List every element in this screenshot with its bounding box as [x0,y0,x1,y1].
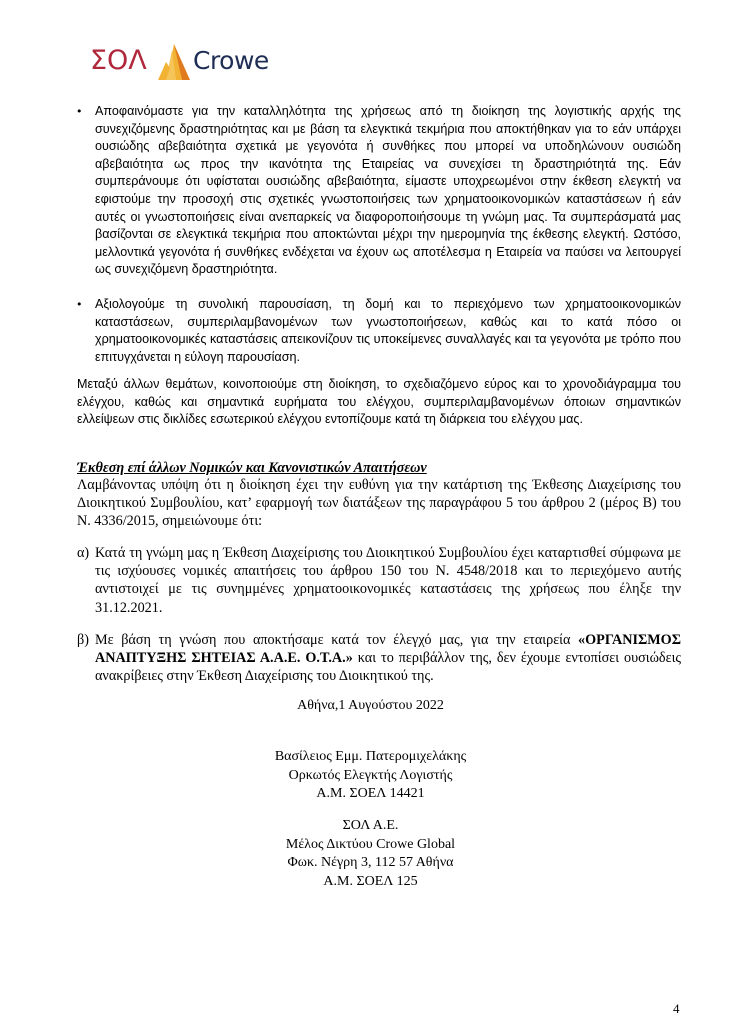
list-item-text-end: και το περιβάλλον της, δεν έχουμε εντοπίσει ουσιώδεις ανακρίβειες στην Έκθεση Διαχείρισης του Διοικητικού της. [95,650,681,685]
firm-registry: Α.Μ. ΣΟΕΛ 125 [323,873,418,889]
bullet-icon: • [76,298,83,311]
list-item-text-start: Με βάση τη γνώση που αποκτήσαμε κατά τον έλεγχό μας, για την εταιρεία [95,632,579,648]
signer-registry: Α.Μ. ΣΟΕΛ 14421 [316,786,425,802]
logo-sol-text: ΣΟΛ [90,45,147,76]
firm-address: Φωκ. Νέγρη 3, 112 57 Αθήνα [287,855,454,871]
signer-block [0,748,741,804]
bullet-paragraph: Αξιολογούμε τη συνολική παρουσίαση, τη δομή και το περιεχόμενο των χρηματοοικονομικών καταστάσεων, συμπεριλαμβανομένων των γνωστοποιήσεων, καθώς και το κατά πόσο οι χρηματοοικονομικές καταστάσεις απεικονίζουν τις υποκείμενες συναλλαγές και τα γεγονότα με τρόπο που επιτυγχάνεται η εύλογη παρουσίαση. [95,297,681,364]
page-number: 4 [673,1001,680,1016]
section-heading: Έκθεση επί άλλων Νομικών και Κανονιστικών Απαιτήσεων [77,460,427,476]
list-item-label: β) [77,632,89,648]
report-date: Αθήνα,1 Αυγούστου 2022 [297,698,444,713]
signer-title: Ορκωτός Ελεγκτής Λογιστής [288,767,453,783]
communication-paragraph: Μεταξύ άλλων θεμάτων, κοινοποιούμε στη διοίκηση, το σχεδιαζόμενο εύρος και το χρονοδιάγραμμα του ελέγχου, καθώς και σημαντικά ευρήματα του ελέγχου, συμπεριλαμβανομένων όποιων σημαντικών ελλείψεων στις δικλίδες εσωτερικού ελέγχου εντοπίζουμε κατά τη διάρκεια του ελέγχου μας. [77,377,681,427]
list-item-text [95,631,681,686]
list-item-text: Κατά τη γνώμη μας η Έκθεση Διαχείρισης του Διοικητικού Συμβουλίου έχει καταρτισθεί σύμφωνα με τις ισχύουσες νομικές απαιτήσεις του άρθρου 150 του Ν. 4548/2018 και το περιεχόμενο αυτής αντιστοιχεί με τις συνημμένες χρηματοοικονομικές καταστάσεις της χρήσεως που έληξε την 31.12.2021. [95,545,681,616]
list-item-label: α) [77,545,90,561]
firm-network: Μέλος Δικτύου Crowe Global [285,836,456,852]
logo-crowe-text: Crowe [193,46,269,75]
company-logo [90,42,280,84]
signer-name: Βασίλειος Εμμ. Πατερομιχελάκης [274,749,467,764]
company-name: «ΟΡΓΑΝΙΣΜΟΣ ΑΝΑΠΤΥΞΗΣ ΣΗΤΕΙΑΣ Α.Α.Ε. Ο.Τ.Α.» [95,632,681,667]
firm-block [0,817,741,891]
crowe-mark-icon [156,42,192,82]
firm-name: ΣΟΛ Α.Ε. [342,818,399,833]
bullet-icon: • [76,105,83,118]
bullet-paragraph: Αποφαινόμαστε για την καταλληλότητα της χρήσεως από τη διοίκηση της λογιστικής αρχής της συνεχιζόμενης δραστηριότητας και με βάση τα ελεγκτικά τεκμήρια που αποκτήθηκαν για το εάν υπάρχει ουσιώδης αβεβαιότητα σχετικά με γεγονότα ή συνθήκες που μπορεί να υποδηλώνουν ουσιώδη αβεβαιότητα ως προς την ικανότητα της Εταιρείας να συνεχίσει τη δραστηριότητά της. Εάν συμπεράνουμε ότι υφίσταται ουσιώδης αβεβαιότητα, είμαστε υποχρεωμένοι στην έκθεση ελεγκτή να εφιστούμε την προσοχή στις σχετικές γνωστοποιήσεις των χρηματοοικονομικών καταστάσεων ή εάν αυτές οι γνωστοποιήσεις είναι ανεπαρκείς να διαφοροποιήσουμε τη γνώμη μας. Τα συμπεράσματά μας βασίζονται σε ελεγκτικά τεκμήρια που αποκτώνται μέχρι την ημερομηνία της έκθεσης ελεγκτή. Ωστόσο, μελλοντικά γεγονότα ή συνθήκες ενδέχεται να έχουν ως αποτέλεσμα η Εταιρεία να παύσει να λειτουργεί ως συνεχιζόμενη δραστηριότητα. [95,104,681,277]
intro-paragraph: Λαμβάνοντας υπόψη ότι η διοίκηση έχει την ευθύνη για την κατάρτιση της Έκθεσης Διαχείρισης του Διοικητικού Συμβουλίου, κατ’ εφαρμογή των διατάξεων της παραγράφου 5 του άρθρου 2 (μέρος Β) του Ν. 4336/2015, σημειώνουμε ότι: [77,477,681,530]
